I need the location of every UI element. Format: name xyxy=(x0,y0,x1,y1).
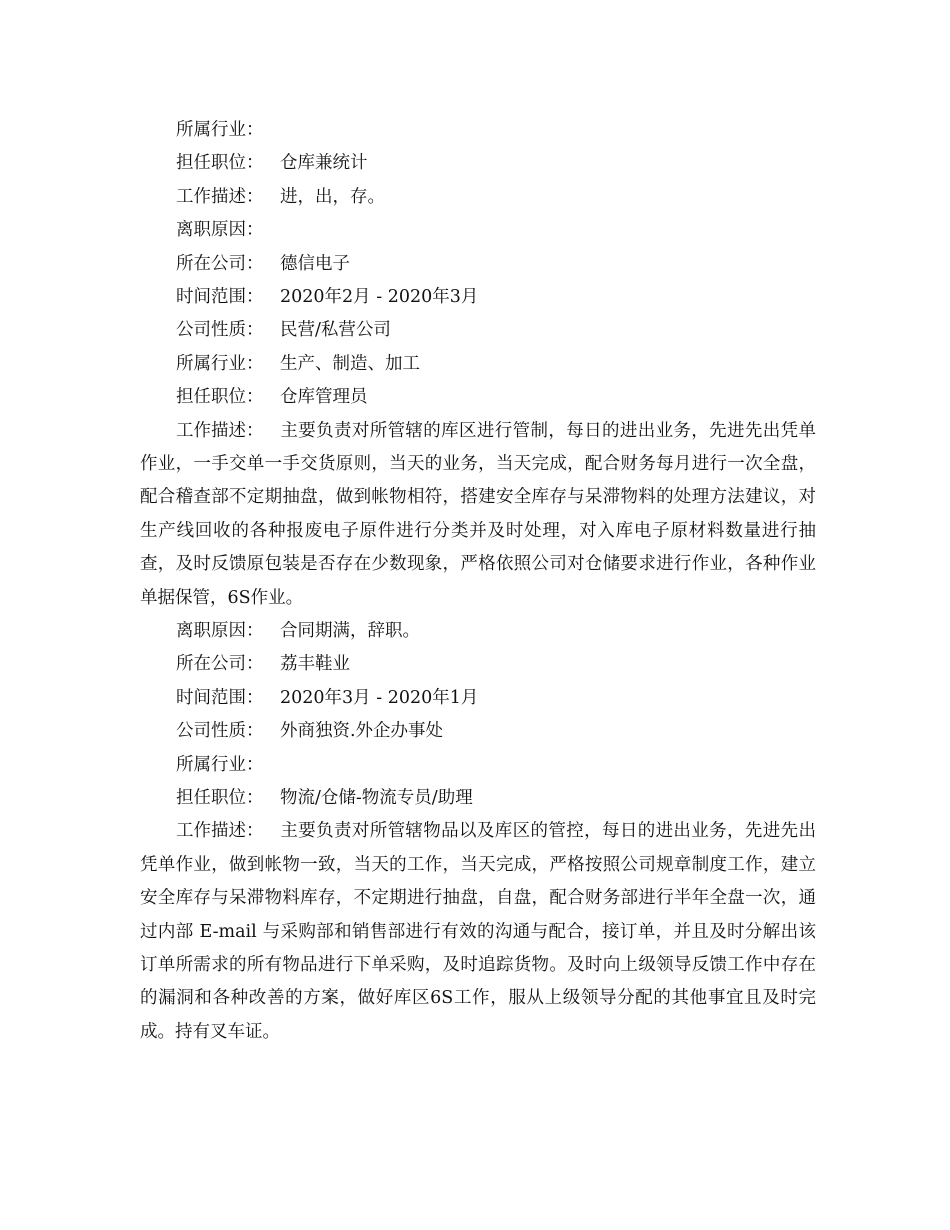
field-label: 公司性质： xyxy=(176,320,264,341)
record-leave-reason xyxy=(140,214,816,247)
field-value: 2020年2月 - 2020年3月 xyxy=(280,286,479,307)
field-label: 担任职位： xyxy=(176,387,264,408)
field-label: 时间范围： xyxy=(176,687,264,708)
field-label: 所属行业： xyxy=(176,353,264,374)
field-value: 生产、制造、加工 xyxy=(280,353,420,374)
record-description xyxy=(140,415,816,615)
field-label: 时间范围： xyxy=(176,286,264,307)
record-period xyxy=(140,281,816,314)
field-value: 仓库管理员 xyxy=(280,387,368,408)
record-company xyxy=(140,248,816,281)
record-leave-reason xyxy=(140,615,816,648)
field-value: 外商独资.外企办事处 xyxy=(280,721,444,742)
record-description xyxy=(140,815,816,1049)
field-label: 离职原因： xyxy=(176,220,264,241)
field-value: 仓库兼统计 xyxy=(280,153,368,174)
record-company-type xyxy=(140,715,816,748)
resume-work-history xyxy=(140,114,816,1049)
field-value: 主要负责对所管辖物品以及库区的管控，每日的进出业务，先进先出凭单作业，做到帐物一致，当天的工作，当天完成，严格按照公司规章制度工作，建立安全库存与呆滞物料库存，不定期进行抽盘，自盘，配合财务部进行半年全盘一次，通过内部 E-mail 与采购部和销售部进行有效的沟通与配合，接订单，并且及时分解出该订单所需求的所有物品进行下单采购，及时追踪货物。及时向上级领导反馈工作中存在的漏洞和各种改善的方案，做好库区6S工作，服从上级领导分配的其他事宜且及时完成。持有叉车证。 xyxy=(140,821,816,1042)
field-label: 工作描述： xyxy=(176,420,264,441)
field-value: 民营/私营公司 xyxy=(280,320,391,341)
record-industry xyxy=(140,114,816,147)
record-description xyxy=(140,181,816,214)
field-value: 主要负责对所管辖的库区进行管制，每日的进出业务，先进先出凭单作业，一手交单一手交货原则，当天的业务，当天完成，配合财务每月进行一次全盘，配合稽查部不定期抽盘，做到帐物相符，搭建安全库存与呆滞物料的处理方法建议，对生产线回收的各种报废电子原件进行分类并及时处理，对入库电子原材料数量进行抽查，及时反馈原包装是否存在少数现象，严格依照公司对仓储要求进行作业，各种作业单据保管，6S作业。 xyxy=(140,420,816,608)
record-company xyxy=(140,648,816,681)
record-position xyxy=(140,147,816,180)
field-label: 所在公司： xyxy=(176,654,264,675)
record-position xyxy=(140,381,816,414)
field-value: 2020年3月 - 2020年1月 xyxy=(280,687,479,708)
field-label: 所属行业： xyxy=(176,120,264,140)
field-value: 荔丰鞋业 xyxy=(280,654,350,675)
field-label: 离职原因： xyxy=(176,620,264,641)
field-label: 所在公司： xyxy=(176,253,264,274)
field-label: 公司性质： xyxy=(176,721,264,742)
field-value: 合同期满，辞职。 xyxy=(280,620,420,641)
field-value: 德信电子 xyxy=(280,253,350,274)
field-label: 所属行业： xyxy=(176,754,264,775)
record-industry xyxy=(140,749,816,782)
record-period xyxy=(140,682,816,715)
field-label: 工作描述： xyxy=(176,821,264,842)
field-value: 物流/仓储-物流专员/助理 xyxy=(280,787,473,808)
field-label: 工作描述： xyxy=(176,186,264,207)
record-position xyxy=(140,782,816,815)
field-label: 担任职位： xyxy=(176,153,264,174)
record-industry xyxy=(140,348,816,381)
record-company-type xyxy=(140,314,816,347)
field-label: 担任职位： xyxy=(176,787,264,808)
field-value: 进，出，存。 xyxy=(280,186,385,207)
